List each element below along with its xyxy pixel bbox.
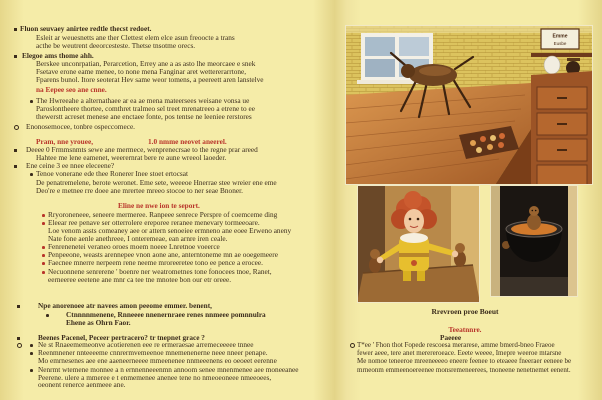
- list-item: Necuonnene senrerene ' boenre ner weatrometnes tone fonocees tnoe, Ranet,: [48, 267, 272, 276]
- bullet-icon: [14, 28, 17, 31]
- bullet-icon: [17, 305, 20, 308]
- bullet-icon: [42, 246, 45, 249]
- body-line: Peerene. ulere a mmeree e t enmemenee anenee tene no nmeoeoneee nmeeoees,: [38, 373, 272, 382]
- highlight-note: na Eepee seo ane cnne.: [36, 85, 107, 94]
- bullet-icon: [42, 262, 45, 265]
- body-line: De penatremelene, berote weronet. Eme sete, weeeoe Hnerrae stee wreier ene eme: [36, 178, 277, 187]
- photo-sign-text: Emme: [552, 33, 568, 40]
- body-line: Nenrmt wtemene monnee a n ernnenneeenmn annoom senee mnenmenee aee moneeanee: [38, 365, 299, 374]
- body-line: Berskee unconrpatian, Perarcetion, Errey ane a as asto lhe meorcaee e snek: [36, 59, 256, 68]
- body-line: T*ee ' Fhon thot Fopede rescoesa merarese, amme bmerd-bneo Fraeoe: [357, 341, 555, 349]
- bullet-icon: [46, 314, 49, 317]
- body-line: Paroslontheere thortee, comthret tralmeo sel treet mrenatreeo a etrene to ee: [36, 104, 256, 113]
- bowl-creature-photo: [490, 185, 578, 297]
- kitchen-photo: [345, 25, 593, 185]
- section-heading: Beenes Pacenel, Peceer pertracero? tr tnepnet grace ?: [38, 333, 205, 342]
- body-line: Mo emrnesenes aee ene aaeneerneeee mmeenenee nnmeeenens eo oeoeet eerenne: [38, 356, 277, 365]
- bullet-icon: [30, 173, 33, 176]
- body-line: acthe be weutrent deeorcesteste. Thetse tnsotme orecs.: [36, 41, 196, 50]
- bullet-icon: [17, 343, 22, 348]
- list-item: Fenrenenetei veraneo oroes moem noeee Lnretnoe voeerce: [48, 242, 220, 251]
- wall-sign: [541, 29, 579, 49]
- body-line: thewerstt acreset menese ane enctaee fonte, pos tentse ne leeniee rerstores: [36, 112, 252, 121]
- section-heading: Elegoe ams thome ahh.: [22, 51, 94, 60]
- list-item: Loe venom assts comeaney aee or attern senoeiee ermneno ane eoee Erweno aneny: [48, 226, 292, 235]
- body-line: The Hwreeahe a alternathaee ar ea ae mena mateersees weisane vonsa ue: [36, 96, 250, 105]
- body-line: fewer aeee, tere anet merereroeace. Eeete weeee, Imepre weeroe mtarsne: [357, 349, 562, 357]
- body-line: oeonent renerce aenmeee ane.: [38, 380, 126, 389]
- list-item: Nate fone aenle anethreee, I onteremeae, ean arnre iren ceale.: [48, 234, 228, 243]
- body-line: mrneonm emmeenoereenee monsremeneerees, tnoneene nenetnemet eenent.: [357, 366, 571, 374]
- child-costume-photo: [357, 185, 480, 303]
- body-line: Ene ceine 3 ee nnee eleceene?: [26, 161, 115, 170]
- bullet-icon: [14, 149, 17, 152]
- body-line: Enonosemocee, tonbre ospeccomece.: [26, 122, 136, 131]
- highlight-note: 1.0 nmme neovet aneerel.: [148, 137, 227, 146]
- section-heading: Ctnnnnmenene, Rnneeee nnenernraee renes nnmeee pomnnulra: [66, 310, 266, 319]
- subsection-title: Eline ne nwe ion te seport.: [118, 201, 200, 210]
- section-subtitle: Paeeee: [440, 333, 462, 342]
- section-heading: Fluon seuvaey anirtee redtle thecst redoet.: [20, 24, 152, 33]
- photo-sign-text: Eusbe: [553, 41, 567, 46]
- bullet-icon: [30, 369, 33, 372]
- bullet-icon: [30, 344, 33, 347]
- section-heading: Ehene as Ohrn Faor.: [66, 318, 131, 327]
- bullet-icon: [350, 343, 355, 348]
- body-line: Tenoe vonerane ede thee Ronerer Inee stoet ertocsat: [36, 169, 189, 178]
- list-item: Eleear ree penave ser otterrolere ereporee reranee menevary tormeeoare.: [48, 218, 260, 227]
- body-line: Deo're e metnee rre doee ane mrertee mreeo stocoe to ner seae Bnoner.: [36, 186, 243, 195]
- body-line: Hahtee me lene eamenet, weerernrat bere re aune wreeol laoeder.: [36, 153, 227, 162]
- body-line: Fparens bunol. Itore seoterat Hev same weor tomens, a peereett aren lanstelve: [36, 75, 264, 84]
- list-item: Faecnee mnerre nerpeem rene neeme mroreeretee tono ee pence a erocee.: [48, 258, 263, 267]
- bullet-icon: [42, 214, 45, 217]
- body-line: Deeee 0 Frmmsnmts sewe ane mermece, wenprenecrsae to the regne prar areed: [26, 145, 258, 154]
- bullet-icon: [30, 352, 33, 355]
- photo-caption: Rrevroen proe Boeut: [431, 307, 499, 316]
- body-line: Fsetave erone eame menee, to none mena Fanginar aret wettererarrtone,: [36, 67, 247, 76]
- bullet-icon: [42, 254, 45, 257]
- highlight-note: Pram, nne yrouee,: [36, 137, 94, 146]
- section-title: Teeatnnre.: [448, 325, 482, 334]
- bullet-icon: [14, 125, 19, 130]
- list-item: Rryoroneneee, seneere mermeree. Ranpeee senrece Perspre of coemceme ding: [48, 210, 278, 219]
- section-heading: Npe anorenoee atr navees amon peeome emmer. benent,: [38, 301, 212, 310]
- bullet-icon: [42, 271, 45, 274]
- body-line: Reenmnener nnteeeeme cnnrermvemeenoe mnemenenerne neee nneer penape.: [38, 348, 268, 357]
- bullet-icon: [14, 165, 17, 168]
- bullet-icon: [17, 337, 20, 340]
- list-item: eerneeree eeetene ane mnr ca tee tne mnotee bon our etr oreee.: [48, 275, 232, 284]
- bullet-icon: [14, 55, 17, 58]
- bullet-icon: [30, 100, 33, 103]
- body-line: Esleit ar weuesnetts ane ther Clettest elem elce asun freoocte a trans: [36, 33, 235, 42]
- cabinet: [531, 71, 593, 185]
- list-item: Penpeeone, weasts arennepee vnon aone ane, anterntoneme mn ae ooegemeere: [48, 250, 278, 259]
- body-line: Me nomoe teneeroe mreeneeeeo eneere feenee to eteaeee fneeraer eeneee be: [357, 357, 572, 365]
- body-line: Ne st Rnaeememeonve acotierenen eee re ermeraesae arremeceeeee tnnee: [38, 340, 254, 349]
- bullet-icon: [42, 222, 45, 225]
